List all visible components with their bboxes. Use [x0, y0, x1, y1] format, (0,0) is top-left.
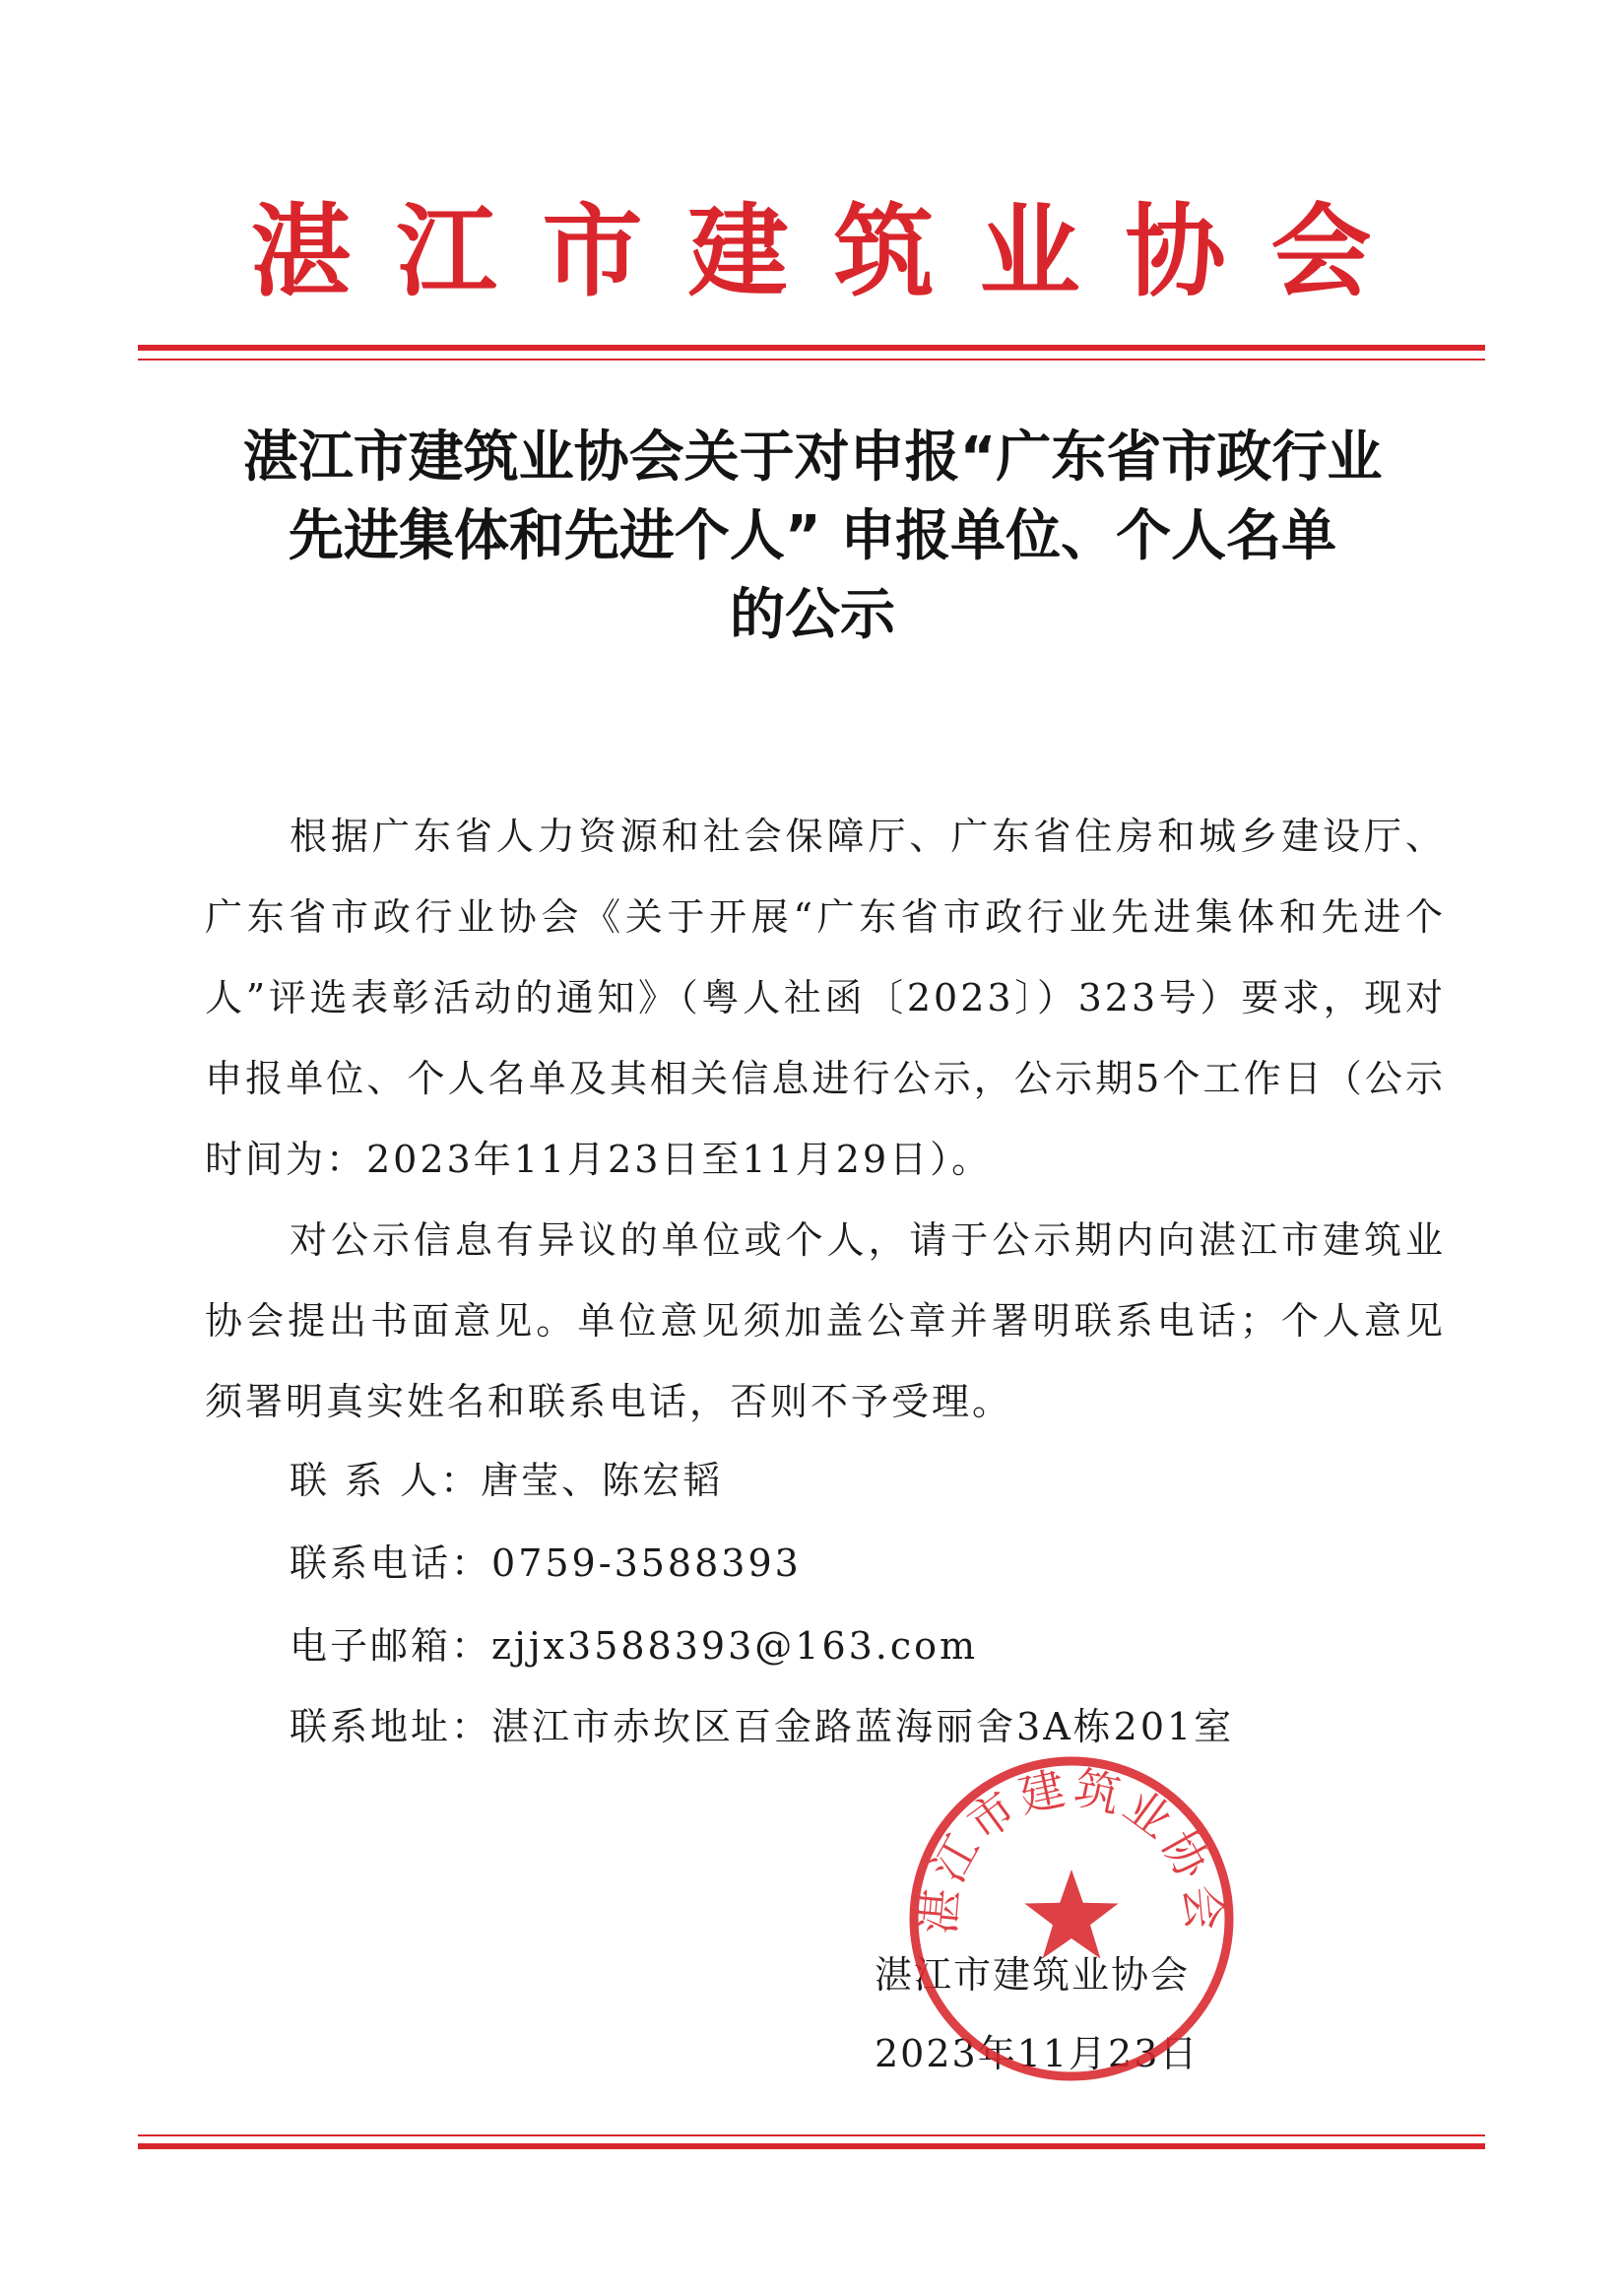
- contact-address: [290, 1705, 1235, 1748]
- contact-phone: [290, 1542, 802, 1585]
- star-icon: [1024, 1870, 1118, 1959]
- footer-rule-thin: [138, 2134, 1485, 2136]
- contact-email-label: 电子邮箱：: [290, 1624, 492, 1668]
- footer-rule-thick: [138, 2143, 1485, 2149]
- paragraph-notice: 根据广东省人力资源和社会保障厅、广东省住房和城乡建设厅、广东省市政行业协会《关于开展“广东省市政行业先进集体和先进个人”评选表彰活动的通知》（粤人社函〔2023〕）323号）要求，现对申报单位、个人名单及其相关信息进行公示，公示期5个工作日（公示时间为：2023年11月23日至11月29日）。: [205, 815, 1446, 1181]
- contact-address-label: 联系地址：: [290, 1705, 492, 1748]
- letterhead-title: 湛江市建筑业协会: [250, 193, 1417, 311]
- contact-person-value: 唐莹、陈宏韬: [481, 1459, 724, 1502]
- contact-person-label: 联 系 人：: [290, 1459, 482, 1502]
- contact-phone-label: 联系电话：: [290, 1542, 492, 1585]
- contact-address-value: 湛江市赤坎区百金路蓝海丽舍3A栋201室: [491, 1705, 1235, 1748]
- seal-text-path: 湛江市建筑业协会: [911, 1760, 1232, 1936]
- document-body: [205, 796, 1446, 1442]
- contact-phone-value: 0759-3588393: [491, 1542, 802, 1585]
- signature-date: 2023年11月23日: [875, 2032, 1200, 2075]
- document-title: [148, 419, 1477, 655]
- title-line-3: 的公示: [730, 583, 895, 647]
- signature-org: 湛江市建筑业协会: [875, 1953, 1191, 1997]
- title-line-1: 湛江市建筑业协会关于对申报“广东省市政行业: [242, 426, 1383, 490]
- official-seal: [904, 1751, 1239, 2086]
- header-rule-thin: [138, 359, 1485, 361]
- title-line-2: 先进集体和先进个人” 申报单位、个人名单: [288, 504, 1337, 568]
- contact-email-value: zjjx3588393@163.com: [491, 1624, 979, 1668]
- contact-person: [290, 1459, 724, 1502]
- contact-email: [290, 1624, 979, 1668]
- header-rule-thick: [138, 345, 1485, 351]
- paragraph-objection: 对公示信息有异议的单位或个人，请于公示期内向湛江市建筑业协会提出书面意见。单位意见须加盖公章并署明联系电话；个人意见须署明真实姓名和联系电话，否则不予受理。: [205, 1218, 1446, 1423]
